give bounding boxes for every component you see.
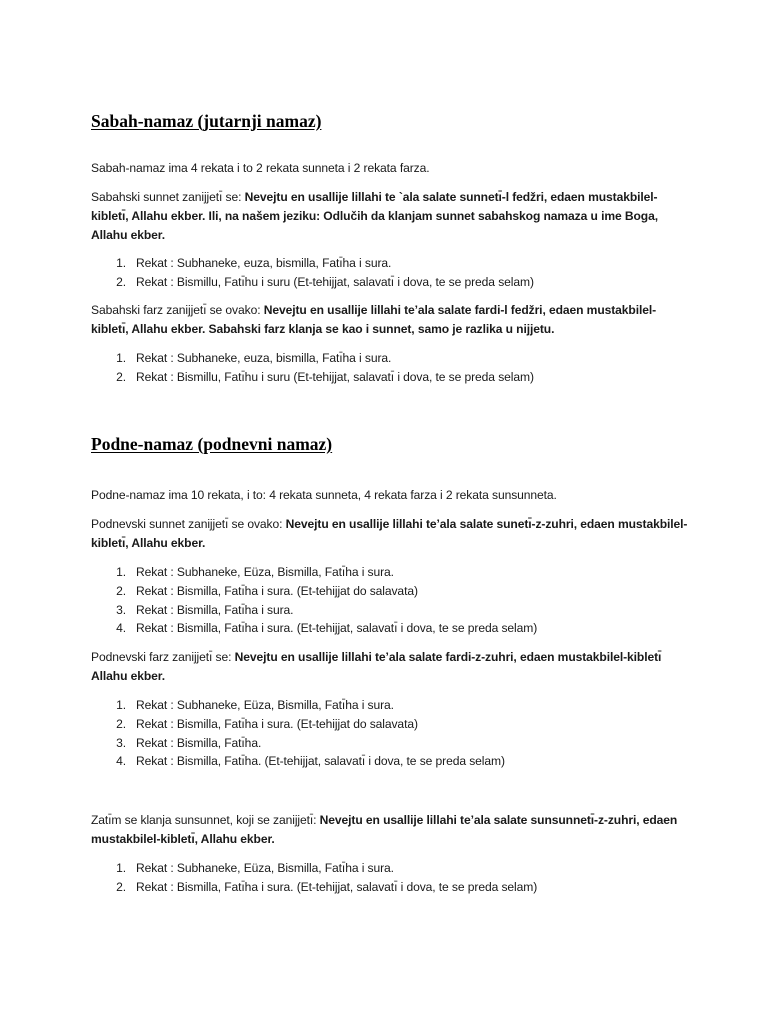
sabah-heading: Sabah-namaz (jutarnji namaz) (91, 111, 322, 131)
step-number: 2. (116, 274, 126, 289)
podne-sunnet-paragraph (91, 515, 691, 553)
step-number: 1. (116, 861, 126, 875)
step-text: Rekat : Bismilla, Fatı̄ha i sura. (Et-tehijjat, salavatı̄ i dova, te se preda selam) (136, 879, 538, 894)
list-item (91, 696, 691, 715)
step-text: Rekat : Bismilla, Fatı̄ha i sura. (Et-tehijjat do salavata) (136, 583, 418, 598)
step-number: 4. (116, 621, 126, 636)
step-text: Rekat : Bismilla, Fatı̄ha i sura. (Et-tehijjat do salavata) (136, 716, 418, 731)
sabah-sunnet-niyyah: Nevejtu en usallije lillahi te `ala salate sunnetı̄-l fedžri, edaen mustakbilel-kibletı̄, Allahu ekber. Ili, na našem jeziku: Odlučih da klanjam sunnet sabahskog namaza u ime Boga, Allahu ekber. (91, 190, 658, 243)
step-number: 2. (116, 879, 126, 894)
step-text: Rekat : Subhaneke, Eüza, Bismilla, Fatı̄ha i sura. (136, 565, 394, 579)
podne-farz-paragraph (91, 648, 691, 686)
podne-sunnet-niyyah: Nevejtu en usallije lillahi te’ala salate sunetı̄-z-zuhri, edaen mustakbilel-kibletı̄, Allahu ekber. (91, 517, 688, 551)
podne-farz-lead: Podnevski farz zanijjetı̄ se: (91, 650, 235, 664)
list-item (91, 563, 691, 582)
step-number: 2. (116, 369, 126, 384)
step-text: Rekat : Subhaneke, Eüza, Bismilla, Fatı̄ha i sura. (136, 861, 394, 875)
sabah-farz-steps (91, 349, 691, 387)
podne-sunsunnet-niyyah: Nevejtu en usallije lillahi te’ala salate sunsunnetı̄-z-zuhri, edaen mustakbilel-kibletı̄, Allahu ekber. (91, 813, 678, 847)
step-text: Rekat : Bismillu, Fatı̄hu i suru (Et-tehijjat, salavatı̄ i dova, te se preda selam) (136, 274, 534, 289)
step-number: 2. (116, 583, 126, 598)
step-text: Rekat : Bismilla, Fatı̄ha i sura. (Et-tehijjat, salavatı̄ i dova, te se preda selam) (136, 621, 538, 636)
list-item (91, 878, 691, 897)
list-item (91, 601, 691, 620)
sabah-intro: Sabah-namaz ima 4 rekata i to 2 rekata sunneta i 2 rekata farza. (91, 161, 430, 175)
step-text: Rekat : Subhaneke, Eüza, Bismilla, Fatı̄ha i sura. (136, 698, 394, 712)
sabah-farz-lead: Sabahski farz zanijjetı̄ se ovako: (91, 303, 264, 317)
list-item (91, 734, 691, 753)
sabah-sunnet-steps (91, 254, 691, 292)
podne-sunnet-steps (91, 563, 691, 638)
step-text: Rekat : Bismillu, Fatı̄hu i suru (Et-tehijjat, salavatı̄ i dova, te se preda selam) (136, 369, 534, 384)
step-number: 4. (116, 754, 126, 769)
step-number: 3. (116, 735, 126, 750)
list-item (91, 752, 691, 771)
list-item (91, 273, 691, 292)
step-number: 1. (116, 565, 126, 579)
step-text: Rekat : Bismilla, Fatı̄ha i sura. (136, 602, 294, 617)
podne-farz-niyyah: Nevejtu en usallije lillahi te’ala salate fardi-z-zuhri, edaen mustakbilel-kibletı̄ Allahu ekber. (91, 650, 662, 684)
step-number: 1. (116, 698, 126, 712)
step-number: 1. (116, 256, 126, 270)
list-item (91, 859, 691, 878)
podne-sunsunnet-steps (91, 859, 691, 897)
list-item (91, 349, 691, 368)
step-text: Rekat : Subhaneke, euza, bismilla, Fatı̄ha i sura. (136, 256, 392, 270)
list-item (91, 368, 691, 387)
sabah-farz-niyyah: Nevejtu en usallije lillahi te’ala salate fardi-l fedžri, edaen mustakbilel-kibletı̄, Allahu ekber. Sabahski farz klanja se kao i sunnet, samo je razlika u nijjetu. (91, 303, 657, 337)
podne-sunsunnet-paragraph (91, 811, 691, 849)
step-number: 2. (116, 716, 126, 731)
podne-sunsunnet-lead: Zatı̄m se klanja sunsunnet, koji se zanijjetı̄: (91, 813, 320, 827)
step-text: Rekat : Bismilla, Fatı̄ha. (Et-tehijjat, salavatı̄ i dova, te se preda selam) (136, 754, 505, 769)
sabah-sunnet-paragraph (91, 188, 691, 246)
podne-farz-steps (91, 696, 691, 771)
sabah-sunnet-lead: Sabahski sunnet zanijjetı̄ se: (91, 190, 245, 204)
sabah-farz-paragraph (91, 301, 691, 339)
step-number: 1. (116, 351, 126, 365)
list-item (91, 619, 691, 638)
step-text: Rekat : Subhaneke, euza, bismilla, Fatı̄ha i sura. (136, 351, 392, 365)
podne-intro: Podne-namaz ima 10 rekata, i to: 4 rekata sunneta, 4 rekata farza i 2 rekata sunsunneta. (91, 488, 557, 502)
list-item (91, 254, 691, 273)
podne-sunnet-lead: Podnevski sunnet zanijjetı̄ se ovako: (91, 517, 286, 531)
list-item (91, 715, 691, 734)
step-text: Rekat : Bismilla, Fatı̄ha. (136, 735, 262, 750)
step-number: 3. (116, 602, 126, 617)
podne-heading: Podne-namaz (podnevni namaz) (91, 434, 333, 454)
list-item (91, 582, 691, 601)
